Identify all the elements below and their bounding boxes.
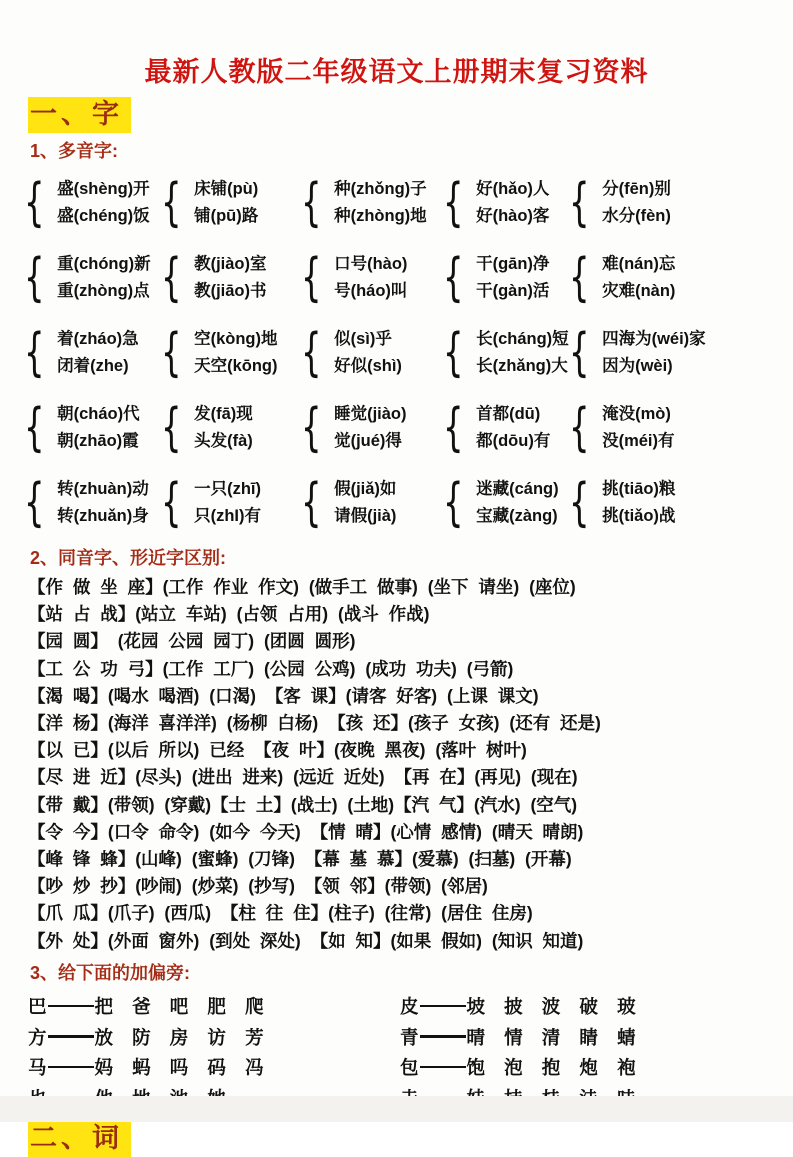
polyphone-group (569, 247, 676, 308)
polyphone-group (569, 322, 706, 383)
connector-line (48, 1035, 94, 1038)
homophone-line: 【作 做 坐 座】(工作 作业 作文) (做手工 做事) (坐下 请坐) (座位) (28, 577, 576, 597)
brace-glyph: { (443, 247, 464, 308)
polyphone-word-bottom: 水分(fèn) (602, 207, 671, 225)
polyphone-group (301, 397, 443, 458)
brace-glyph: { (161, 472, 182, 533)
polyphone-word-top: 床铺(pù) (194, 180, 259, 198)
polyphone-word-bottom: 宝藏(zàng) (476, 507, 558, 525)
polyphone-word-top: 干(gān)净 (476, 255, 550, 273)
radical-results: 坡 披 波 破 玻 (466, 996, 636, 1018)
polyphone-word-top: 分(fēn)别 (602, 180, 671, 198)
brace-glyph: { (301, 472, 322, 533)
polyphone-group (301, 472, 443, 533)
polyphone-word-top: 似(sì)乎 (334, 330, 392, 348)
polyphone-word-top: 淹没(mò) (602, 405, 671, 423)
section2-heading: 二、词 (28, 1121, 131, 1157)
homophone-line: 【洋 杨】(海洋 喜洋洋) (杨柳 白杨) 【孩 还】(孩子 女孩) (还有 还是) (28, 713, 601, 734)
polyphone-group (24, 247, 161, 308)
homophone-line: 【尽 进 近】(尽头) (进出 进来) (远近 近处) 【再 在】(再见) (现在) (28, 767, 578, 788)
polyphone-row (24, 465, 793, 540)
polyphone-group (443, 397, 569, 458)
polyphone-word-top: 朝(cháo)代 (57, 405, 140, 423)
homophone-line: 【爪 瓜】(爪子) (西瓜) 【柱 往 住】(柱子) (往常) (居住 住房) (28, 903, 533, 924)
brace-glyph: { (569, 247, 590, 308)
polyphone-word-bottom: 都(dōu)有 (476, 432, 551, 450)
polyphone-word-bottom: 干(gàn)活 (476, 282, 550, 300)
radical-base: 青 (400, 1026, 419, 1048)
polyphone-group (24, 172, 161, 233)
radical-line (28, 1021, 400, 1052)
polyphone-word-bottom: 盛(chéng)饭 (57, 207, 150, 225)
connector-line (420, 1005, 466, 1008)
brace-glyph: { (301, 322, 322, 383)
homophone-line: 【工 公 功 弓】(工作 工厂) (公园 公鸡) (成功 功夫) (弓箭) (28, 658, 514, 679)
polyphone-word-top: 好(hǎo)人 (476, 180, 550, 198)
brace-glyph: { (301, 247, 322, 308)
polyphone-group (161, 472, 301, 533)
polyphone-group (161, 172, 301, 233)
brace-glyph: { (443, 172, 464, 233)
polyphone-row (24, 390, 793, 465)
brace-glyph: { (443, 397, 464, 458)
polyphone-group (24, 472, 161, 533)
footer-band (0, 1096, 793, 1122)
brace-glyph: { (24, 247, 45, 308)
polyphone-group (569, 397, 675, 458)
connector-line (420, 1035, 466, 1038)
polyphone-word-bottom: 朝(zhāo)霞 (57, 432, 139, 450)
brace-glyph: { (24, 322, 45, 383)
radical-column-right (400, 991, 636, 1113)
polyphone-word-top: 长(cháng)短 (476, 330, 569, 348)
homophone-line: 【渴 喝】(喝水 喝酒) (口渴) 【客 课】(请客 好客) (上课 课文) (28, 685, 539, 706)
polyphone-word-bottom: 铺(pū)路 (194, 207, 259, 225)
radical-base: 方 (28, 1026, 47, 1048)
connector-line (48, 1066, 94, 1069)
connector-line (48, 1005, 94, 1008)
homophone-lines (28, 574, 793, 955)
polyphone-word-bottom: 教(jiāo)书 (194, 282, 267, 300)
page-title: 最新人教版二年级语文上册期末复习资料 (144, 57, 649, 87)
homophone-line: 【带 戴】(带领) (穿戴)【士 土】(战士) (土地)【汽 气】(汽水) (空气) (28, 794, 578, 815)
brace-glyph: { (161, 322, 182, 383)
brace-glyph: { (161, 172, 182, 233)
radical-columns (28, 991, 793, 1113)
polyphone-group (301, 172, 443, 233)
polyphone-word-bottom: 觉(jué)得 (334, 432, 402, 450)
radical-line (28, 1052, 400, 1083)
polyphone-group (24, 397, 161, 458)
polyphone-word-bottom: 闭着(zhe) (57, 357, 129, 375)
polyphone-word-top: 重(chóng)新 (57, 255, 151, 273)
homophone-line: 【令 今】(口令 命令) (如今 今天) 【情 晴】(心情 感情) (晴天 晴朗) (28, 821, 584, 842)
polyphone-word-bottom: 长(zhǎng)大 (476, 357, 568, 375)
polyphone-group (161, 322, 301, 383)
polyphone-word-top: 首都(dū) (476, 405, 541, 423)
polyphone-group (443, 472, 569, 533)
polyphone-word-top: 盛(shèng)开 (57, 180, 150, 198)
polyphone-group (301, 322, 443, 383)
homophone-line: 【吵 炒 抄】(吵闹) (炒菜) (抄写) 【领 邻】(带领) (邻居) (28, 876, 488, 897)
polyphone-word-top: 难(nán)忘 (602, 255, 676, 273)
polyphone-grid (24, 165, 793, 540)
radical-line (400, 1052, 636, 1083)
polyphone-word-top: 转(zhuàn)动 (57, 480, 149, 498)
radical-line (400, 1021, 636, 1052)
radical-line (400, 991, 636, 1022)
homophone-line: 【园 圆】 (花园 公园 园丁) (团圆 圆形) (28, 631, 356, 652)
polyphone-word-top: 着(zháo)急 (57, 330, 139, 348)
polyphone-word-top: 空(kòng)地 (194, 330, 278, 348)
polyphone-row (24, 315, 793, 390)
brace-glyph: { (24, 472, 45, 533)
polyphone-word-bottom: 好似(shì) (334, 357, 402, 375)
polyphone-word-top: 口号(hào) (334, 255, 408, 273)
homophone-line: 【外 处】(外面 窗外) (到处 深处) 【如 知】(如果 假如) (知识 知道) (28, 930, 584, 951)
brace-glyph: { (24, 172, 45, 233)
polyphone-word-bottom: 灾难(nàn) (602, 282, 676, 300)
polyphone-word-top: 种(zhǒng)子 (334, 180, 427, 198)
polyphone-group (443, 172, 569, 233)
polyphone-word-top: 四海为(wéi)家 (602, 330, 706, 348)
polyphone-group (161, 247, 301, 308)
polyphone-word-bottom: 挑(tiǎo)战 (602, 507, 676, 525)
polyphone-word-top: 睡觉(jiào) (334, 405, 407, 423)
polyphone-word-bottom: 请假(jià) (334, 507, 397, 525)
polyphone-word-top: 教(jiào)室 (194, 255, 267, 273)
polyphone-group (161, 397, 301, 458)
section1-heading: 一、字 (28, 97, 131, 133)
radicals-label: 3、给下面的加偏旁: (30, 962, 191, 983)
polyphone-group (443, 322, 569, 383)
brace-glyph: { (443, 472, 464, 533)
polyphone-word-top: 挑(tiāo)粮 (602, 480, 676, 498)
radical-base: 包 (400, 1057, 419, 1079)
polyphones-label: 1、多音字: (30, 141, 119, 161)
brace-glyph: { (301, 397, 322, 458)
brace-glyph: { (24, 397, 45, 458)
polyphone-word-bottom: 天空(kōng) (194, 357, 278, 375)
brace-glyph: { (569, 397, 590, 458)
radical-results: 饱 泡 抱 炮 袍 (466, 1057, 636, 1079)
polyphone-word-top: 迷藏(cáng) (476, 480, 559, 498)
polyphone-word-bottom: 转(zhuǎn)身 (57, 507, 149, 525)
radical-base: 皮 (400, 996, 419, 1018)
polyphone-word-bottom: 好(hào)客 (476, 207, 550, 225)
brace-glyph: { (569, 172, 590, 233)
polyphone-group (443, 247, 569, 308)
brace-glyph: { (569, 472, 590, 533)
polyphone-word-bottom: 只(zhI)有 (194, 507, 261, 525)
polyphone-row (24, 240, 793, 315)
polyphone-word-bottom: 因为(wèi) (602, 357, 673, 375)
radical-base: 马 (28, 1057, 47, 1079)
polyphone-word-top: 假(jiǎ)如 (334, 480, 397, 498)
polyphone-word-top: 发(fā)现 (194, 405, 253, 423)
polyphone-word-bottom: 重(zhòng)点 (57, 282, 150, 300)
brace-glyph: { (443, 322, 464, 383)
radical-column-left (28, 991, 400, 1113)
homophone-line: 【以 已】(以后 所以) 已经 【夜 叶】(夜晚 黑夜) (落叶 树叶) (28, 740, 527, 761)
polyphone-word-bottom: 号(háo)叫 (334, 282, 408, 300)
connector-line (420, 1066, 466, 1069)
brace-glyph: { (161, 397, 182, 458)
polyphone-word-bottom: 没(méi)有 (602, 432, 675, 450)
brace-glyph: { (161, 247, 182, 308)
polyphone-word-bottom: 头发(fà) (194, 432, 253, 450)
radical-results: 晴 情 清 睛 蜻 (466, 1026, 636, 1048)
polyphone-group (24, 322, 161, 383)
homophones-label: 2、同音字、形近字区别: (30, 548, 227, 568)
polyphone-word-bottom: 种(zhòng)地 (334, 207, 427, 225)
polyphone-group (569, 172, 671, 233)
radical-results: 把 爸 吧 肥 爬 (94, 996, 264, 1018)
polyphone-row (24, 165, 793, 240)
brace-glyph: { (569, 322, 590, 383)
radical-base: 巴 (28, 996, 47, 1018)
homophone-line: 【站 占 战】(站立 车站) (占领 占用) (战斗 作战) (28, 604, 430, 625)
polyphone-word-top: 一只(zhī) (194, 480, 261, 498)
brace-glyph: { (301, 172, 322, 233)
radical-results: 放 防 房 访 芳 (94, 1026, 264, 1048)
radical-line (28, 991, 400, 1022)
polyphone-group (301, 247, 443, 308)
radical-results: 妈 蚂 吗 码 冯 (94, 1057, 264, 1079)
section1-heading-row (0, 89, 793, 133)
homophone-line: 【峰 锋 蜂】(山峰) (蜜蜂) (刀锋) 【幕 墓 慕】(爱慕) (扫墓) (开幕) (28, 849, 572, 870)
polyphone-group (569, 472, 676, 533)
